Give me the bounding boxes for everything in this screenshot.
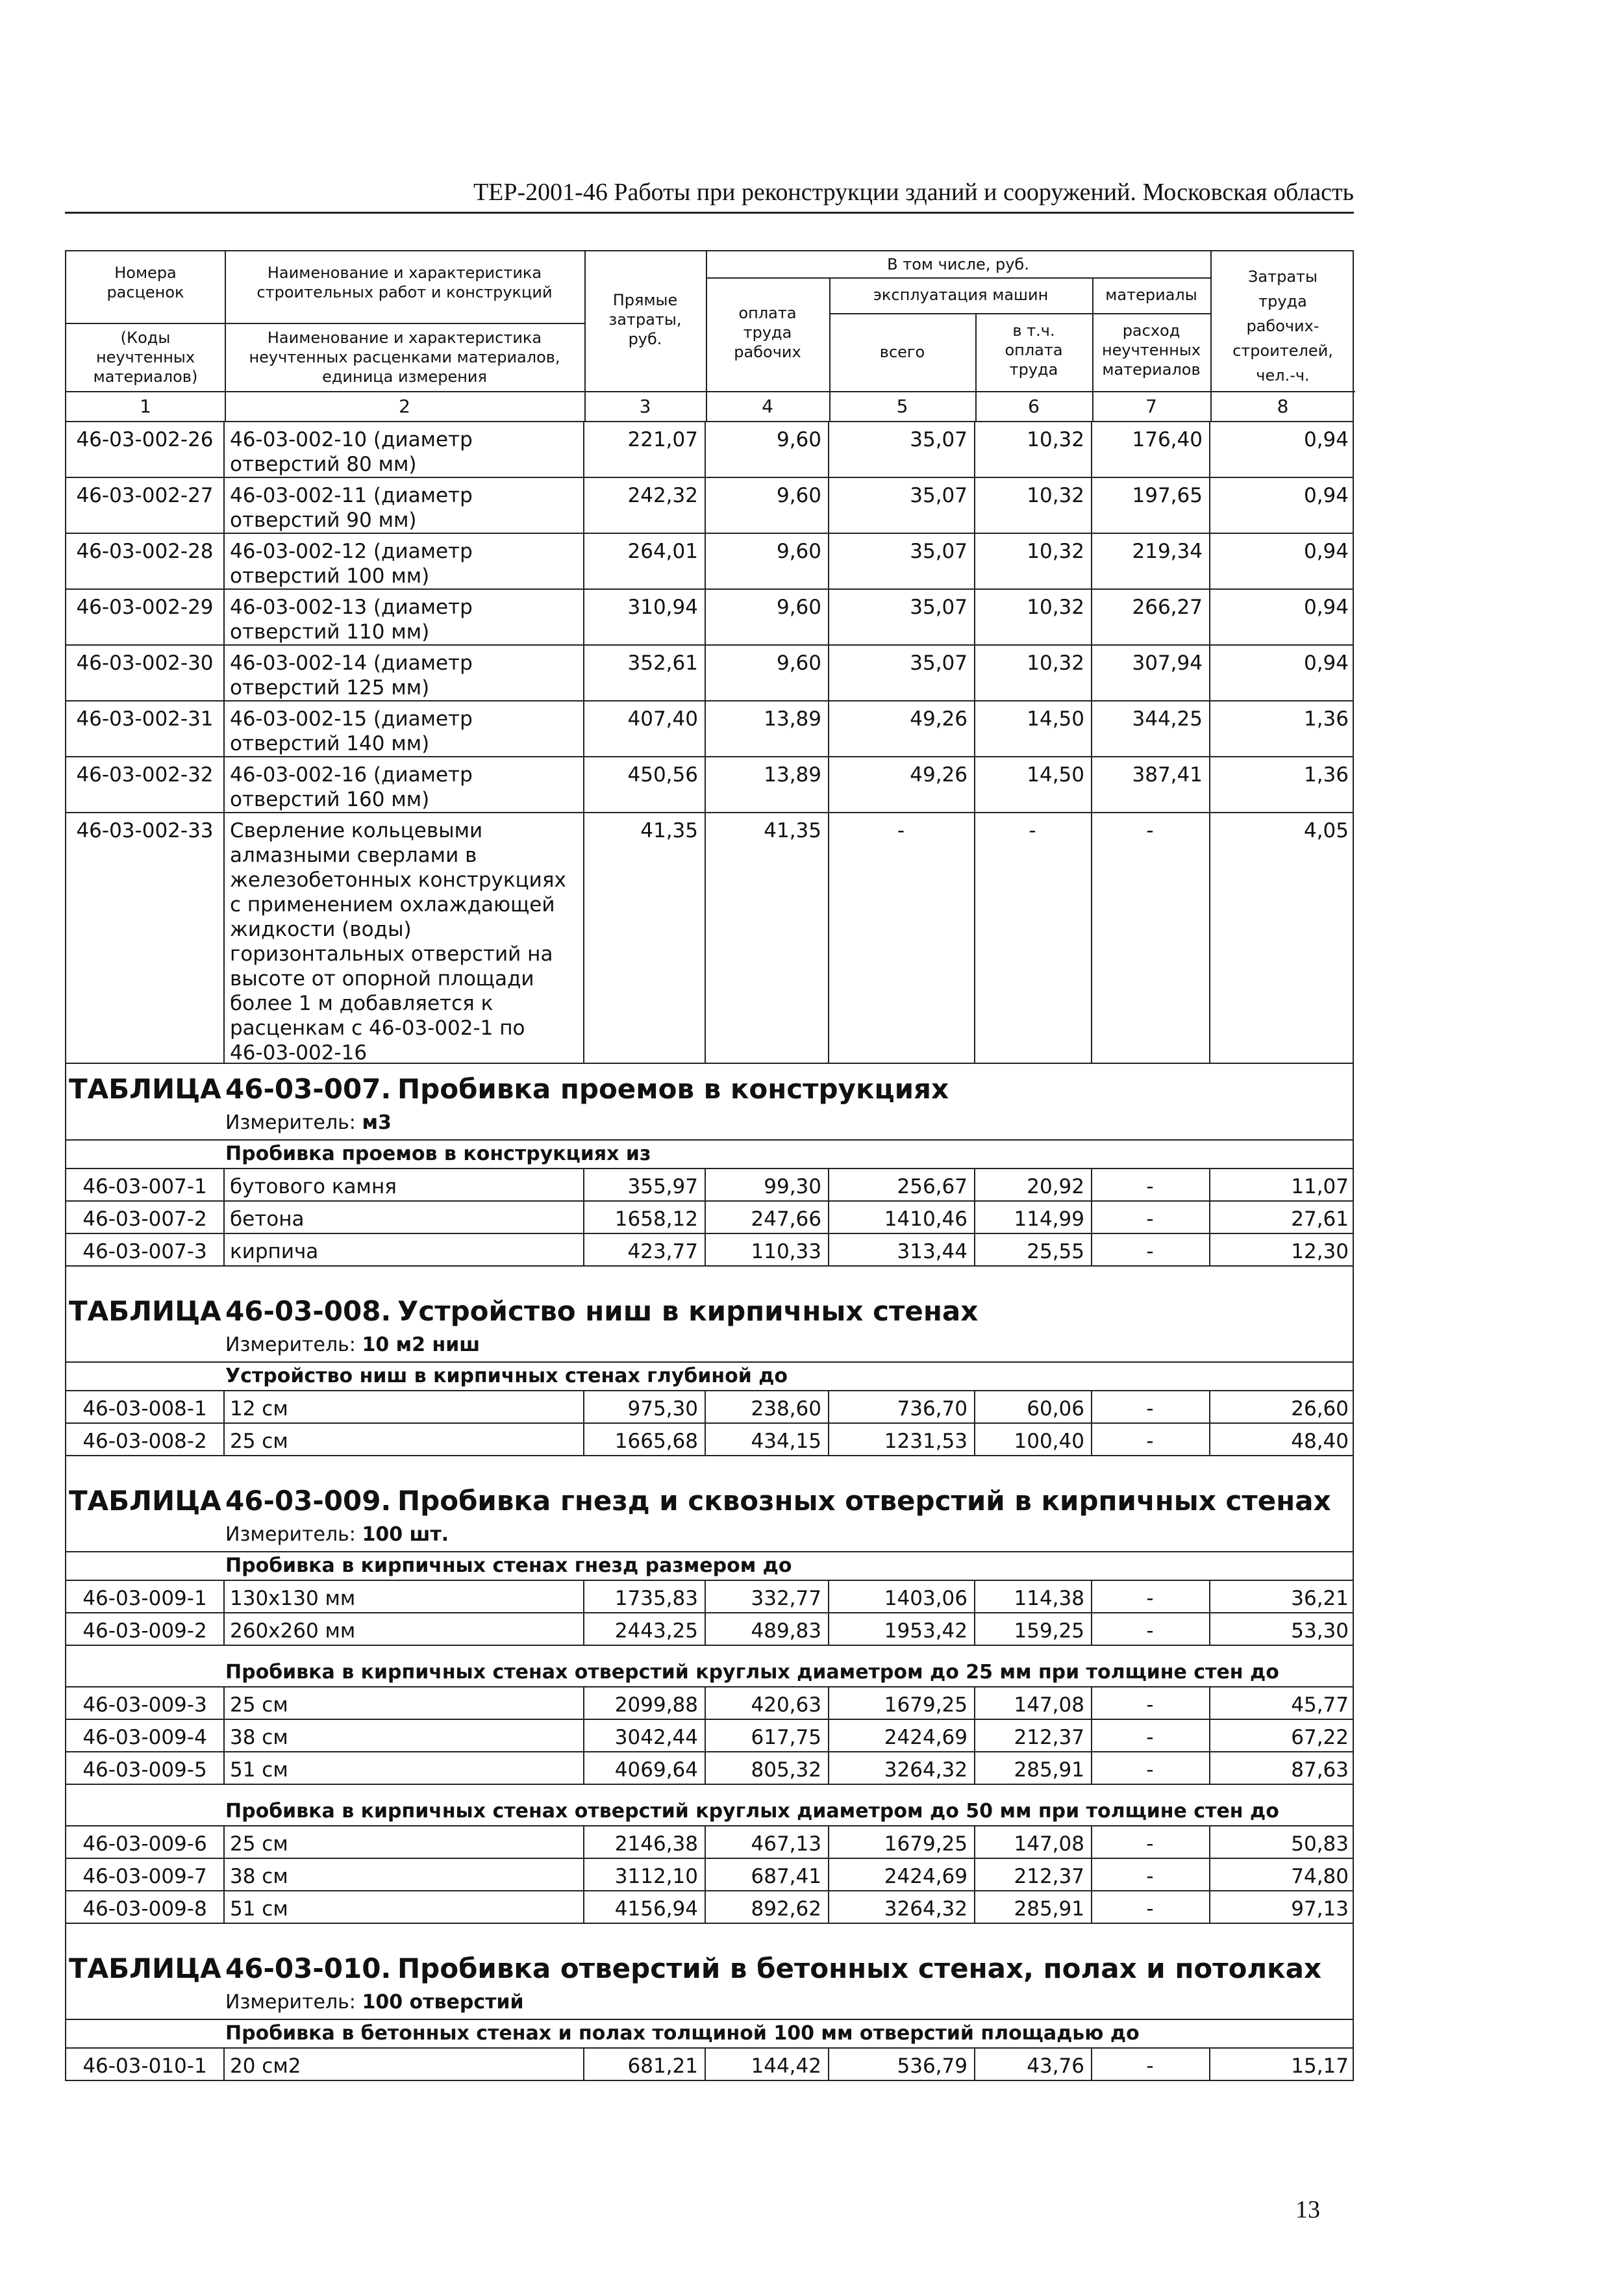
labor-hours: 4,05 <box>1303 819 1349 842</box>
materials: 197,65 <box>1091 478 1210 533</box>
col-number: 4 <box>762 396 773 417</box>
group-heading <box>65 1363 1354 1391</box>
labor-hours: 97,13 <box>1291 1897 1349 1921</box>
labor-pay: 110,33 <box>705 1234 829 1265</box>
machines-labor: 147,08 <box>974 1826 1092 1858</box>
labor-pay: 9,60 <box>705 422 829 477</box>
section-title <box>65 1286 1354 1326</box>
section-label: ТАБЛИЦА <box>69 1295 221 1327</box>
machines-labor: - <box>974 813 1092 1063</box>
section-label: ТАБЛИЦА <box>69 1952 221 1984</box>
materials: 307,94 <box>1091 646 1210 700</box>
table-row <box>65 1891 1354 1924</box>
machines-labor: 60,06 <box>974 1391 1092 1422</box>
labor-pay: 13,89 <box>705 701 829 756</box>
col-number: 3 <box>639 396 651 417</box>
col-labor-hours-heading: Затраты труда рабочих- строителей, чел.-ч. <box>1232 268 1333 385</box>
group-heading <box>65 1798 1354 1826</box>
group-heading <box>65 1659 1354 1687</box>
machines-labor: 114,38 <box>974 1581 1092 1612</box>
section-number: 46-03-009. <box>225 1485 392 1517</box>
labor-pay: 434,15 <box>705 1424 829 1455</box>
col-number: 5 <box>896 396 908 417</box>
labor-hours: 0,94 <box>1303 428 1349 451</box>
materials: - <box>1091 2049 1210 2080</box>
work-name: 260х260 мм <box>223 1613 584 1645</box>
machines-total: 49,26 <box>828 701 975 756</box>
materials: - <box>1091 1391 1210 1422</box>
measure-unit: 100 отверстий <box>362 1991 524 2014</box>
labor-pay: 13,89 <box>705 757 829 812</box>
rates-table <box>65 250 1354 2078</box>
rate-code: 46-03-002-27 <box>66 478 225 533</box>
work-name: 51 см <box>223 1752 584 1784</box>
labor-hours: 48,40 <box>1291 1430 1349 1453</box>
labor-hours: 11,07 <box>1291 1175 1349 1198</box>
col-name-heading: Наименование и характеристика строительных работ и конструкций <box>256 264 553 301</box>
table-row <box>65 757 1354 813</box>
section-measure <box>65 1326 1354 1363</box>
machines-total: 49,26 <box>828 757 975 812</box>
machines-total: 1403,06 <box>828 1581 975 1612</box>
materials: - <box>1091 1613 1210 1645</box>
materials: - <box>1091 1826 1210 1858</box>
work-name: 25 см <box>223 1424 584 1455</box>
measure-label: Измеритель: <box>225 1523 362 1546</box>
rate-code: 46-03-009-4 <box>66 1720 225 1751</box>
group-heading-text: Устройство ниш в кирпичных стенах глубиной до <box>225 1365 788 1387</box>
materials: - <box>1091 1202 1210 1233</box>
table-row <box>65 1752 1354 1785</box>
group-heading-text: Пробивка в кирпичных стенах отверстий круглых диаметром до 25 мм при толщине стен до <box>225 1661 1279 1684</box>
work-name: 46-03-002-16 (диаметр отверстий 160 мм) <box>223 757 584 812</box>
col-direct-costs-heading: Прямые затраты, руб. <box>608 291 682 348</box>
group-spacer <box>65 1646 1354 1659</box>
rate-code: 46-03-008-2 <box>66 1424 225 1455</box>
machines-labor: 10,32 <box>974 590 1092 644</box>
labor-pay: 467,13 <box>705 1826 829 1858</box>
machines-total: 536,79 <box>828 2049 975 2080</box>
page-number: 13 <box>1295 2196 1320 2223</box>
labor-hours: 0,94 <box>1303 540 1349 563</box>
rate-code: 46-03-009-3 <box>66 1687 225 1719</box>
col-number: 1 <box>140 396 151 417</box>
work-name: 46-03-002-12 (диаметр отверстий 100 мм) <box>223 534 584 588</box>
materials: - <box>1091 1581 1210 1612</box>
machines-labor: 10,32 <box>974 534 1092 588</box>
group-heading <box>65 1552 1354 1581</box>
machines-total: 256,67 <box>828 1169 975 1200</box>
machines-labor: 159,25 <box>974 1613 1092 1645</box>
machines-labor: 285,91 <box>974 1891 1092 1923</box>
machines-labor: 25,55 <box>974 1234 1092 1265</box>
materials: 219,34 <box>1091 534 1210 588</box>
direct-costs: 975,30 <box>583 1391 706 1422</box>
direct-costs: 264,01 <box>583 534 706 588</box>
table-row <box>65 813 1354 1064</box>
direct-costs: 352,61 <box>583 646 706 700</box>
labor-pay: 892,62 <box>705 1891 829 1923</box>
machines-labor: 285,91 <box>974 1752 1092 1784</box>
work-name: 25 см <box>223 1687 584 1719</box>
labor-hours: 26,60 <box>1291 1397 1349 1421</box>
work-name: 38 см <box>223 1720 584 1751</box>
direct-costs: 1665,68 <box>583 1424 706 1455</box>
group-heading-text: Пробивка в кирпичных стенах отверстий круглых диаметром до 50 мм при толщине стен до <box>225 1800 1279 1823</box>
labor-pay: 144,42 <box>705 2049 829 2080</box>
direct-costs: 4069,64 <box>583 1752 706 1784</box>
work-name: 38 см <box>223 1859 584 1890</box>
materials: 176,40 <box>1091 422 1210 477</box>
direct-costs: 355,97 <box>583 1169 706 1200</box>
table-row <box>65 1859 1354 1891</box>
labor-hours: 12,30 <box>1291 1240 1349 1263</box>
table-row <box>65 590 1354 646</box>
labor-hours: 36,21 <box>1291 1587 1349 1610</box>
direct-costs: 1735,83 <box>583 1581 706 1612</box>
rate-code: 46-03-009-7 <box>66 1859 225 1890</box>
work-name: 46-03-002-10 (диаметр отверстий 80 мм) <box>223 422 584 477</box>
work-name: 46-03-002-15 (диаметр отверстий 140 мм) <box>223 701 584 756</box>
table-row <box>65 1424 1354 1456</box>
group-heading-text: Пробивка в кирпичных стенах гнезд размером до <box>225 1554 792 1577</box>
section-title <box>65 1943 1354 1984</box>
section-label: ТАБЛИЦА <box>69 1485 221 1517</box>
labor-pay: 9,60 <box>705 590 829 644</box>
section-spacer <box>65 1924 1354 1943</box>
machines-labor: 10,32 <box>974 422 1092 477</box>
labor-pay: 99,30 <box>705 1169 829 1200</box>
table-row <box>65 1826 1354 1859</box>
table-header <box>65 250 1354 422</box>
labor-hours: 15,17 <box>1291 2054 1349 2078</box>
labor-pay: 617,75 <box>705 1720 829 1751</box>
machines-total: 3264,32 <box>828 1891 975 1923</box>
labor-pay: 238,60 <box>705 1391 829 1422</box>
table-row <box>65 1202 1354 1234</box>
table-row <box>65 1234 1354 1267</box>
section-number: 46-03-010. <box>225 1952 392 1984</box>
rate-code: 46-03-007-3 <box>66 1234 225 1265</box>
labor-pay: 9,60 <box>705 534 829 588</box>
materials: - <box>1091 1424 1210 1455</box>
section-name: Пробивка отверстий в бетонных стенах, полах и потолках <box>397 1952 1322 1984</box>
table-row <box>65 2049 1354 2081</box>
col-number: 6 <box>1028 396 1040 417</box>
work-name: 46-03-002-11 (диаметр отверстий 90 мм) <box>223 478 584 533</box>
materials: 387,41 <box>1091 757 1210 812</box>
col-code-sub-heading: (Коды неучтенных материалов) <box>93 329 198 386</box>
labor-hours: 0,94 <box>1303 484 1349 507</box>
measure-unit: 100 шт. <box>362 1523 449 1546</box>
direct-costs: 407,40 <box>583 701 706 756</box>
machines-labor: 114,99 <box>974 1202 1092 1233</box>
direct-costs: 2443,25 <box>583 1613 706 1645</box>
col-labor-pay-heading: оплата труда рабочих <box>734 304 801 361</box>
col-number: 7 <box>1145 396 1157 417</box>
rate-code: 46-03-008-1 <box>66 1391 225 1422</box>
section-measure <box>65 1516 1354 1552</box>
col-name-sub-heading: Наименование и характеристика неучтенных расценками материалов, единица измерения <box>249 329 560 386</box>
rate-code: 46-03-002-32 <box>66 757 225 812</box>
rate-code: 46-03-002-28 <box>66 534 225 588</box>
section-number: 46-03-007. <box>225 1073 392 1105</box>
table-row <box>65 1720 1354 1752</box>
rate-code: 46-03-009-8 <box>66 1891 225 1923</box>
section-measure <box>65 1104 1354 1141</box>
rate-code: 46-03-009-5 <box>66 1752 225 1784</box>
col-machines-total-heading: всего <box>879 343 925 361</box>
section-name: Пробивка проемов в конструкциях <box>397 1073 949 1105</box>
table-row <box>65 1687 1354 1720</box>
rate-code: 46-03-009-1 <box>66 1581 225 1612</box>
rate-code: 46-03-002-26 <box>66 422 225 477</box>
work-name: 46-03-002-13 (диаметр отверстий 110 мм) <box>223 590 584 644</box>
rate-code: 46-03-002-30 <box>66 646 225 700</box>
work-name: 46-03-002-14 (диаметр отверстий 125 мм) <box>223 646 584 700</box>
materials: - <box>1091 1752 1210 1784</box>
work-name: 20 см2 <box>223 2049 584 2080</box>
work-name: Сверление кольцевыми алмазными сверлами в железобетонных конструкциях с применением охлаждающей жидкости (воды) горизонтальных отверстий на высоте от опорной площади более 1 м добавляется к расценкам с 46-03-002-1 по 46-03-002-16 <box>223 813 584 1063</box>
rate-code: 46-03-002-33 <box>66 813 225 1063</box>
section-name: Пробивка гнезд и сквозных отверстий в кирпичных стенах <box>397 1485 1331 1517</box>
work-name: 51 см <box>223 1891 584 1923</box>
materials-heading: материалы <box>1105 286 1197 304</box>
rate-code: 46-03-009-2 <box>66 1613 225 1645</box>
table-row <box>65 1169 1354 1202</box>
group-heading-text: Пробивка в бетонных стенах и полах толщиной 100 мм отверстий площадью до <box>225 2022 1140 2045</box>
table-row <box>65 1391 1354 1424</box>
materials: - <box>1091 1891 1210 1923</box>
section-spacer <box>65 1267 1354 1286</box>
machines-total: - <box>828 813 975 1063</box>
machines-labor: 212,37 <box>974 1720 1092 1751</box>
machines-total: 1410,46 <box>828 1202 975 1233</box>
table-row <box>65 422 1354 478</box>
work-name: бетона <box>223 1202 584 1233</box>
machines-total: 313,44 <box>828 1234 975 1265</box>
col-machines-labor-heading: в т.ч. оплата труда <box>1005 322 1063 379</box>
labor-hours: 67,22 <box>1291 1726 1349 1749</box>
direct-costs: 2146,38 <box>583 1826 706 1858</box>
labor-pay: 805,32 <box>705 1752 829 1784</box>
direct-costs: 310,94 <box>583 590 706 644</box>
direct-costs: 450,56 <box>583 757 706 812</box>
machines-total: 736,70 <box>828 1391 975 1422</box>
measure-label: Измеритель: <box>225 1991 362 2014</box>
col-code-heading: Номера расценок <box>106 264 184 301</box>
section-number: 46-03-008. <box>225 1295 392 1327</box>
materials: - <box>1091 1687 1210 1719</box>
labor-hours: 53,30 <box>1291 1619 1349 1643</box>
page-header <box>65 175 1354 214</box>
work-name: 130х130 мм <box>223 1581 584 1612</box>
rate-code: 46-03-002-29 <box>66 590 225 644</box>
machines-labor: 14,50 <box>974 701 1092 756</box>
direct-costs: 681,21 <box>583 2049 706 2080</box>
machines-labor: 14,50 <box>974 757 1092 812</box>
col-number: 2 <box>399 396 410 417</box>
table-row <box>65 534 1354 590</box>
section-title <box>65 1064 1354 1104</box>
measure-unit: м3 <box>362 1111 392 1134</box>
direct-costs: 3042,44 <box>583 1720 706 1751</box>
direct-costs: 4156,94 <box>583 1891 706 1923</box>
section-label: ТАБЛИЦА <box>69 1073 221 1105</box>
labor-hours: 27,61 <box>1291 1207 1349 1231</box>
machines-total: 35,07 <box>828 590 975 644</box>
work-name: 12 см <box>223 1391 584 1422</box>
machines-total: 1231,53 <box>828 1424 975 1455</box>
table-row <box>65 1613 1354 1646</box>
machines-total: 35,07 <box>828 534 975 588</box>
section-title <box>65 1476 1354 1516</box>
labor-pay: 332,77 <box>705 1581 829 1612</box>
materials: - <box>1091 1720 1210 1751</box>
direct-costs: 221,07 <box>583 422 706 477</box>
labor-pay: 41,35 <box>705 813 829 1063</box>
work-name: бутового камня <box>223 1169 584 1200</box>
col-number: 8 <box>1277 396 1289 417</box>
machines-total: 35,07 <box>828 478 975 533</box>
labor-pay: 687,41 <box>705 1859 829 1890</box>
labor-hours: 74,80 <box>1291 1865 1349 1888</box>
section-spacer <box>65 1456 1354 1476</box>
group-heading <box>65 1141 1354 1169</box>
direct-costs: 41,35 <box>583 813 706 1063</box>
materials: 344,25 <box>1091 701 1210 756</box>
machines-labor: 10,32 <box>974 646 1092 700</box>
machines-labor: 43,76 <box>974 2049 1092 2080</box>
group-heading-text: Пробивка проемов в конструкциях из <box>225 1143 651 1165</box>
group-heading <box>65 2020 1354 2049</box>
direct-costs: 2099,88 <box>583 1687 706 1719</box>
table-row <box>65 646 1354 701</box>
materials: - <box>1091 1859 1210 1890</box>
direct-costs: 423,77 <box>583 1234 706 1265</box>
rate-code: 46-03-009-6 <box>66 1826 225 1858</box>
measure-label: Измеритель: <box>225 1333 362 1356</box>
materials: - <box>1091 1169 1210 1200</box>
section-measure <box>65 1984 1354 2020</box>
labor-hours: 0,94 <box>1303 651 1349 675</box>
machines-total: 35,07 <box>828 646 975 700</box>
direct-costs: 1658,12 <box>583 1202 706 1233</box>
direct-costs: 242,32 <box>583 478 706 533</box>
table-row <box>65 1581 1354 1613</box>
labor-hours: 87,63 <box>1291 1758 1349 1782</box>
rate-code: 46-03-002-31 <box>66 701 225 756</box>
labor-hours: 1,36 <box>1303 763 1349 787</box>
page-header-text: ТЕР-2001-46 Работы при реконструкции зданий и сооружений. Московская область <box>473 179 1354 206</box>
machines-total: 1953,42 <box>828 1613 975 1645</box>
table-row <box>65 478 1354 534</box>
machines-total: 1679,25 <box>828 1826 975 1858</box>
measure-unit: 10 м2 ниш <box>362 1333 481 1356</box>
machines-labor: 20,92 <box>974 1169 1092 1200</box>
table-row <box>65 701 1354 757</box>
machines-heading: эксплуатация машин <box>873 286 1049 304</box>
labor-hours: 45,77 <box>1291 1693 1349 1717</box>
materials: - <box>1091 813 1210 1063</box>
labor-hours: 0,94 <box>1303 596 1349 619</box>
col-materials-heading: расход неучтенных материалов <box>1101 322 1201 379</box>
machines-total: 35,07 <box>828 422 975 477</box>
direct-costs: 3112,10 <box>583 1859 706 1890</box>
work-name: 25 см <box>223 1826 584 1858</box>
rate-code: 46-03-007-1 <box>66 1169 225 1200</box>
labor-pay: 9,60 <box>705 478 829 533</box>
labor-pay: 247,66 <box>705 1202 829 1233</box>
rate-code: 46-03-010-1 <box>66 2049 225 2080</box>
rate-code: 46-03-007-2 <box>66 1202 225 1233</box>
labor-hours: 50,83 <box>1291 1832 1349 1856</box>
machines-labor: 212,37 <box>974 1859 1092 1890</box>
incl-heading: В том числе, руб. <box>887 255 1029 273</box>
materials: 266,27 <box>1091 590 1210 644</box>
machines-labor: 100,40 <box>974 1424 1092 1455</box>
machines-total: 2424,69 <box>828 1720 975 1751</box>
group-spacer <box>65 1785 1354 1798</box>
machines-total: 1679,25 <box>828 1687 975 1719</box>
materials: - <box>1091 1234 1210 1265</box>
machines-total: 2424,69 <box>828 1859 975 1890</box>
labor-pay: 489,83 <box>705 1613 829 1645</box>
machines-total: 3264,32 <box>828 1752 975 1784</box>
section-name: Устройство ниш в кирпичных стенах <box>397 1295 979 1327</box>
measure-label: Измеритель: <box>225 1111 362 1134</box>
labor-hours: 1,36 <box>1303 707 1349 731</box>
labor-pay: 9,60 <box>705 646 829 700</box>
machines-labor: 10,32 <box>974 478 1092 533</box>
work-name: кирпича <box>223 1234 584 1265</box>
labor-pay: 420,63 <box>705 1687 829 1719</box>
machines-labor: 147,08 <box>974 1687 1092 1719</box>
